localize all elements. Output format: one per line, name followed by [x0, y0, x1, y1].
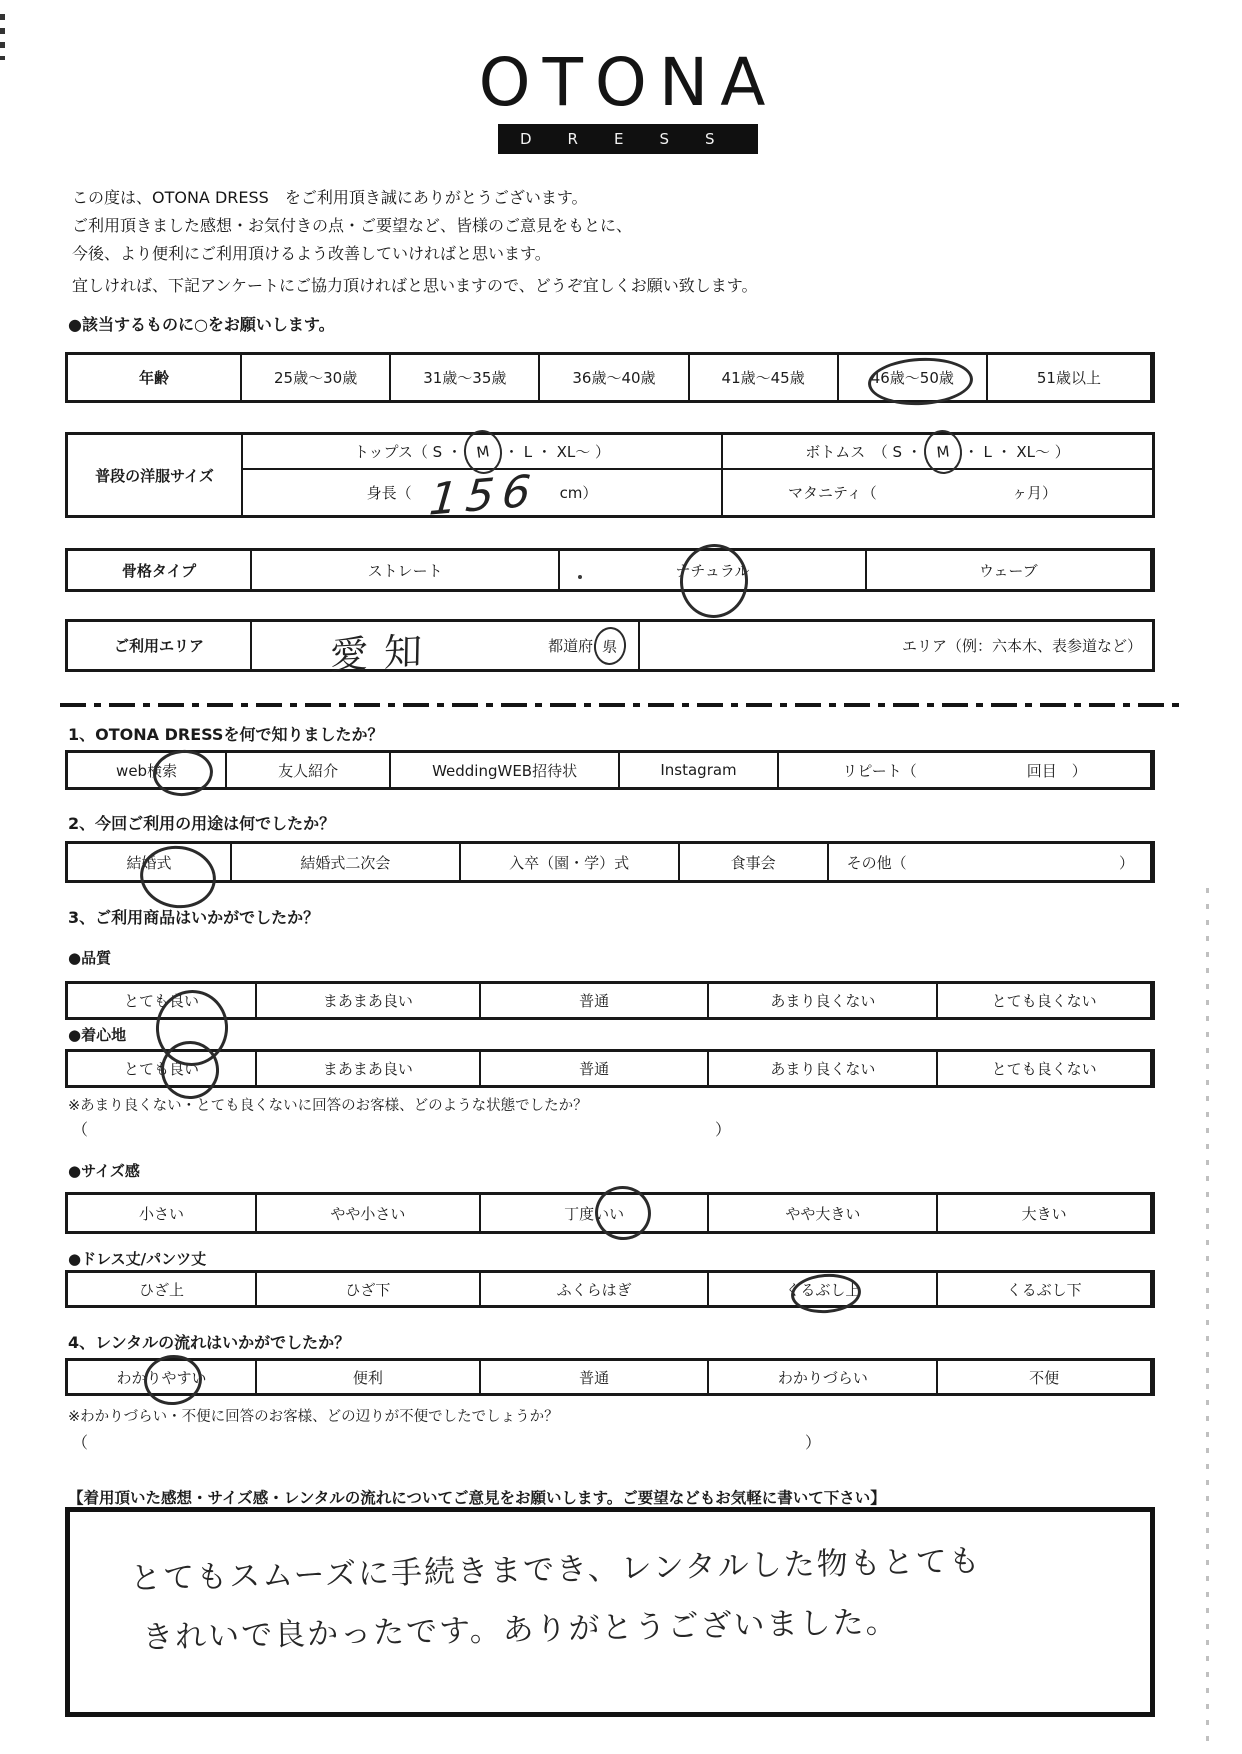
prefecture-suffix-group — [548, 635, 626, 656]
quality-option-very-bad: とても良くない — [938, 984, 1152, 1017]
age-table — [65, 352, 1155, 403]
dashed-divider — [60, 703, 1185, 707]
size-feel-label: ●サイズ感 — [68, 1162, 140, 1180]
comment-handwritten-line-1: とてもスムーズに手続きまでき、レンタルした物もとても — [129, 1543, 983, 1597]
prefecture-handwritten-value: 愛知 — [329, 628, 439, 678]
quality-option-not-so-good: あまり良くない — [709, 984, 938, 1017]
size-table-right — [243, 435, 1152, 526]
length-label: ●ドレス丈/パンツ丈 — [68, 1250, 207, 1268]
q2-table — [65, 841, 1155, 883]
q1-option-instagram: Instagram — [620, 753, 779, 787]
age-option-51-plus: 51歳以上 — [988, 355, 1152, 400]
q1-table — [65, 750, 1155, 790]
prefecture-cell — [252, 622, 640, 678]
q2-option-dinner: 食事会 — [680, 844, 829, 880]
quality-table — [65, 981, 1155, 1020]
q1-repeat-suffix: 回目 ） — [1026, 761, 1087, 780]
quality-option-fairly-good: まあまあ良い — [257, 984, 481, 1017]
skeleton-type-table — [65, 548, 1155, 592]
comfort-option-fairly-good: まあまあ良い — [257, 1052, 481, 1085]
q2-option-wedding-afterparty: 結婚式二次会 — [232, 844, 461, 880]
scan-artifact-right-edge — [1206, 888, 1209, 1748]
skeleton-option-natural: ナチュラル — [560, 551, 866, 589]
q4-title: 4、レンタルの流れはいかがでしたか？ — [68, 1333, 351, 1352]
age-option-36-40: 36歳～40歳 — [540, 355, 689, 400]
q1-repeat-prefix: リピート（ — [842, 761, 917, 780]
tops-size-cell — [243, 435, 723, 468]
logo — [352, 44, 904, 154]
logo-dress-bar: DRESS — [498, 124, 758, 154]
prefecture-suffix-circled: 県 — [601, 636, 619, 656]
circle-annotation-size-feel-just-right — [591, 1182, 656, 1245]
size-feel-option-big: 大きい — [938, 1195, 1152, 1231]
size-feel-option-slightly-big: やや大きい — [709, 1195, 938, 1231]
tops-selected-size: M — [475, 441, 491, 462]
comfort-option-not-so-good: あまり良くない — [709, 1052, 938, 1085]
prefecture-suffix: 都道府 — [548, 637, 594, 655]
length-table — [65, 1270, 1155, 1308]
height-handwritten-value: 156 — [426, 465, 541, 526]
q4-note: ※わかりづらい・不便に回答のお客様、どの辺りが不便でしたでしょうか？ — [68, 1409, 559, 1425]
quality-note-paren-open: （ — [72, 1120, 89, 1139]
q4-option-inconvenient: 不便 — [938, 1361, 1152, 1393]
q3-title: 3、ご利用商品はいかがでしたか？ — [68, 908, 320, 927]
size-feel-option-just-right: 丁度いい — [481, 1195, 710, 1231]
length-option-below-knee: ひざ下 — [257, 1273, 481, 1305]
q1-option-wedding-web: WeddingWEB招待状 — [391, 753, 620, 787]
q2-option-wedding: 結婚式 — [68, 844, 232, 880]
intro-line: 宜しければ、下記アンケートにご協力頂ければと思いますので、どうぞ宜しくお願い致します。 — [72, 276, 758, 295]
q4-table — [65, 1358, 1155, 1396]
area-label: ご利用エリア — [68, 622, 252, 669]
age-option-41-45: 41歳～45歳 — [690, 355, 839, 400]
q1-option-web-search: web検索 — [68, 753, 227, 787]
q4-note-paren-close: ） — [805, 1433, 822, 1452]
intro-line: 今後、より便利にご利用頂けるよう改善していければと思います。 — [72, 244, 551, 263]
length-option-below-ankle: くるぶし下 — [938, 1273, 1152, 1305]
q1-option-repeat — [779, 753, 1152, 787]
q4-note-paren-open: （ — [72, 1433, 89, 1452]
size-feel-option-slightly-small: やや小さい — [257, 1195, 481, 1231]
bottoms-suffix: ・ L ・ XL～ ） — [963, 443, 1070, 461]
q4-option-confusing: わかりづらい — [709, 1361, 938, 1393]
q2-other-prefix: その他（ — [846, 853, 907, 872]
size-feel-option-small: 小さい — [68, 1195, 257, 1231]
q4-option-easy: わかりやすい — [68, 1361, 257, 1393]
bottoms-prefix: ボトムス （ S ・ — [805, 443, 922, 461]
bottoms-size-cell — [723, 435, 1152, 468]
circle-annotation-prefecture — [592, 625, 628, 666]
quality-option-normal: 普通 — [481, 984, 710, 1017]
comfort-table — [65, 1049, 1155, 1088]
comfort-option-very-good: とても良い — [68, 1052, 257, 1085]
size-table — [65, 432, 1155, 526]
quality-note-paren-close: ） — [715, 1120, 732, 1139]
q2-option-other — [829, 844, 1152, 880]
quality-option-very-good: とても良い — [68, 984, 257, 1017]
skeleton-option-straight: ストレート — [252, 551, 560, 589]
intro-paragraph — [72, 184, 757, 300]
skeleton-label: 骨格タイプ — [68, 551, 252, 589]
scan-dot-artifact — [578, 575, 582, 579]
q4-option-convenient: 便利 — [257, 1361, 481, 1393]
height-cell — [243, 465, 723, 526]
intro-line: ご利用頂きました感想・お気付きの点・ご要望など、皆様のご意見をもとに、 — [72, 216, 633, 235]
comfort-option-normal: 普通 — [481, 1052, 710, 1085]
q4-option-normal: 普通 — [481, 1361, 710, 1393]
length-option-above-ankle: くるぶし上 — [709, 1273, 938, 1305]
age-label: 年齢 — [68, 355, 242, 400]
tops-suffix: ・ L ・ XL～ ） — [503, 443, 611, 461]
logo-otona-text: OTONA — [478, 44, 778, 121]
quality-bad-note: ※あまり良くない・とても良くないに回答のお客様、どのような状態でしたか？ — [68, 1098, 588, 1114]
instruction-text: ●該当するものに○をお願いします。 — [68, 315, 335, 334]
age-option-31-35: 31歳～35歳 — [391, 355, 540, 400]
comment-box — [65, 1507, 1155, 1717]
maternity-label: マタニティ（ — [788, 484, 877, 502]
age-option-46-50: 46歳～50歳 — [839, 355, 988, 400]
intro-line: この度は、OTONA DRESS をご利用頂き誠にありがとうございます。 — [72, 188, 588, 207]
circle-annotation-bottoms-m — [922, 428, 964, 476]
size-feel-table — [65, 1192, 1155, 1234]
q2-other-suffix: ） — [1118, 853, 1134, 872]
bottoms-selected-size: M — [935, 441, 951, 462]
height-unit: cm） — [559, 484, 598, 502]
size-row-1 — [243, 435, 1152, 470]
maternity-unit: ヶ月） — [1011, 484, 1057, 502]
size-label: 普段の洋服サイズ — [68, 435, 243, 515]
age-option-25-30: 25歳～30歳 — [242, 355, 391, 400]
q1-option-friend-referral: 友人紹介 — [227, 753, 391, 787]
maternity-cell — [723, 470, 1152, 515]
quality-label: ●品質 — [68, 949, 112, 967]
usage-area-table — [65, 619, 1155, 678]
length-option-calf: ふくらはぎ — [481, 1273, 710, 1305]
size-row-2 — [243, 465, 1152, 526]
scan-artifact-left-edge — [0, 14, 5, 60]
q2-option-entrance-graduation: 入卒（園・学）式 — [461, 844, 680, 880]
skeleton-option-wave: ウェーブ — [867, 551, 1152, 589]
area-hint-cell: エリア（例：六本木、表参道など） — [901, 637, 1142, 655]
comment-handwritten-line-2: きれいで良かったです。ありがとうございました。 — [141, 1604, 899, 1656]
tops-prefix: トップス（ S ・ — [353, 443, 462, 461]
comfort-label: ●着心地 — [68, 1026, 127, 1044]
q1-title: 1、OTONA DRESSを何で知りましたか？ — [68, 725, 384, 744]
height-label: 身長（ — [366, 484, 412, 502]
length-option-above-knee: ひざ上 — [68, 1273, 257, 1305]
q2-title: 2、今回ご利用の用途は何でしたか？ — [68, 814, 336, 833]
comment-header: 【着用頂いた感想・サイズ感・レンタルの流れについてご意見をお願いします。ご要望などもお気軽に書いて下さい】 — [68, 1489, 886, 1507]
comfort-option-very-bad: とても良くない — [938, 1052, 1152, 1085]
